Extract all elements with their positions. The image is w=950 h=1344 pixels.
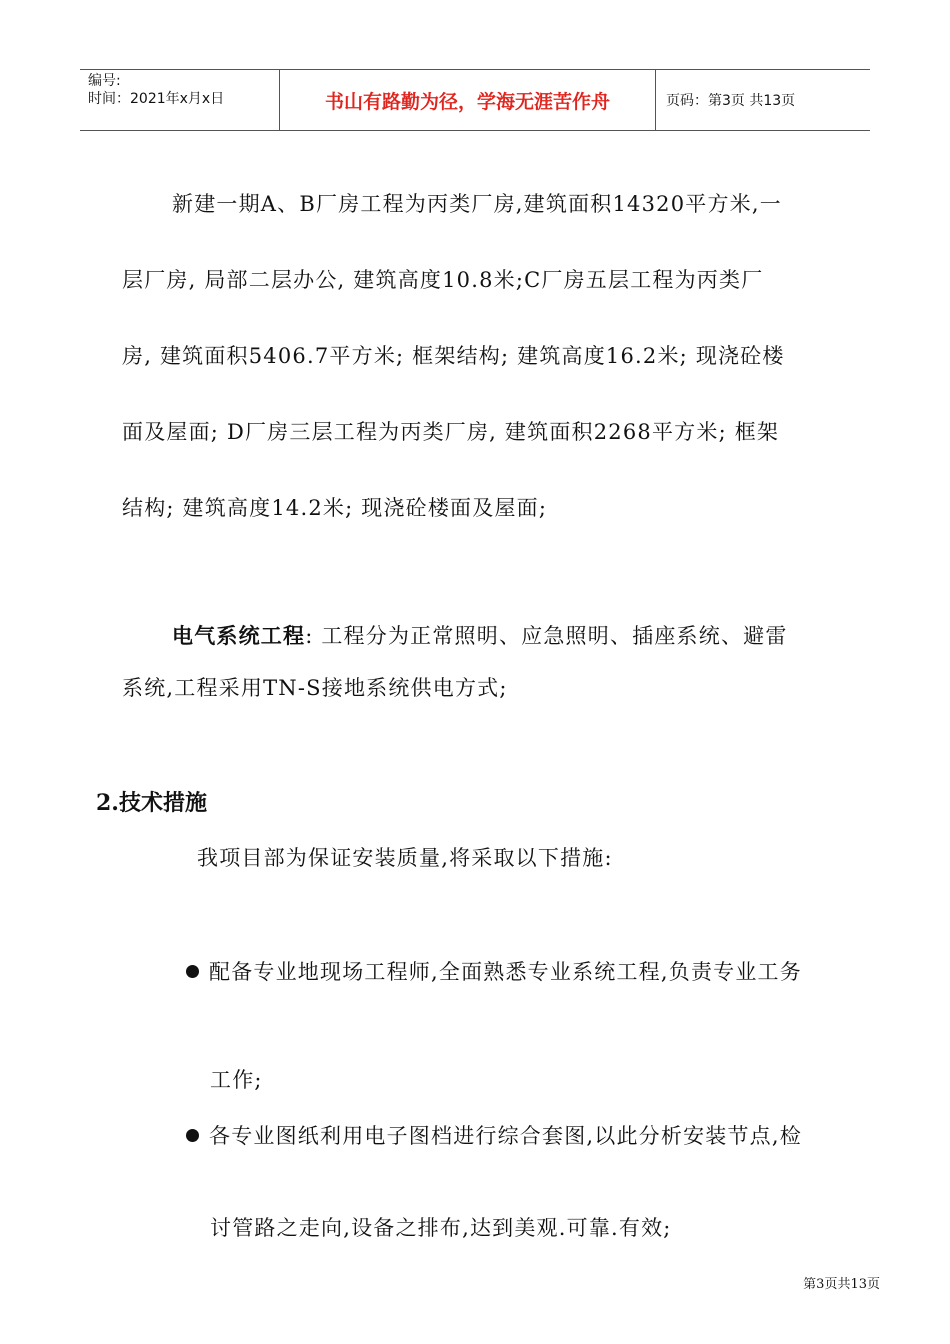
paragraph-line: 新建一期A、B厂房工程为丙类厂房,建筑面积14320平方米,一 — [172, 192, 782, 216]
bullet-line — [186, 960, 802, 984]
paragraph-line — [122, 610, 882, 662]
paragraph-line: 系统,工程采用TN-S接地系统供电方式; — [122, 676, 508, 700]
section-intro: 我项目部为保证安装质量,将采取以下措施: — [197, 846, 613, 870]
section-heading: 2.技术措施 — [96, 790, 207, 816]
header-motto: 书山有路勤为径，学海无涯苦作舟 — [280, 70, 656, 130]
paragraph-line: 结构; 建筑高度14.2米; 现浇砼楼面及屋面; — [122, 496, 548, 520]
paragraph-electrical — [122, 610, 882, 714]
bullet-line — [186, 1124, 802, 1148]
bullet-continuation: 讨管路之走向,设备之排布,达到美观.可靠.有效; — [210, 1216, 672, 1240]
bullet-dot-icon — [186, 965, 199, 978]
electrical-term: 电气系统工程 — [172, 623, 306, 648]
bullet-text: 配备专业地现场工程师,全面熟悉专业系统工程,负责专业工务 — [209, 960, 802, 984]
header-page-label: 页码：第3页 共13页 — [666, 93, 796, 109]
electrical-text: : 工程分为正常照明、应急照明、插座系统、避雷 — [305, 624, 788, 648]
bullet-item — [186, 1090, 802, 1274]
paragraph-line: 房, 建筑面积5406.7平方米; 框架结构; 建筑高度16.2米; 现浇砼楼 — [122, 344, 785, 368]
header-meta — [80, 70, 280, 130]
bullet-text: 各专业图纸利用电子图档进行综合套图,以此分析安装节点,检 — [209, 1124, 802, 1148]
paragraph-line: 层厂房, 局部二层办公, 建筑高度10.8米;C厂房五层工程为丙类厂 — [122, 268, 764, 292]
bullet-dot-icon — [186, 1129, 199, 1142]
paragraph-building-overview — [122, 166, 882, 546]
bullet-continuation: 工作; — [210, 1068, 263, 1092]
page-header — [80, 69, 870, 131]
time-label: 时间：2021年x月x日 — [88, 91, 225, 107]
page-footer: 第3页共13页 — [803, 1277, 880, 1292]
number-label: 编号: — [88, 73, 121, 89]
paragraph-line: 面及屋面; D厂房三层工程为丙类厂房, 建筑面积2268平方米; 框架 — [122, 420, 780, 444]
